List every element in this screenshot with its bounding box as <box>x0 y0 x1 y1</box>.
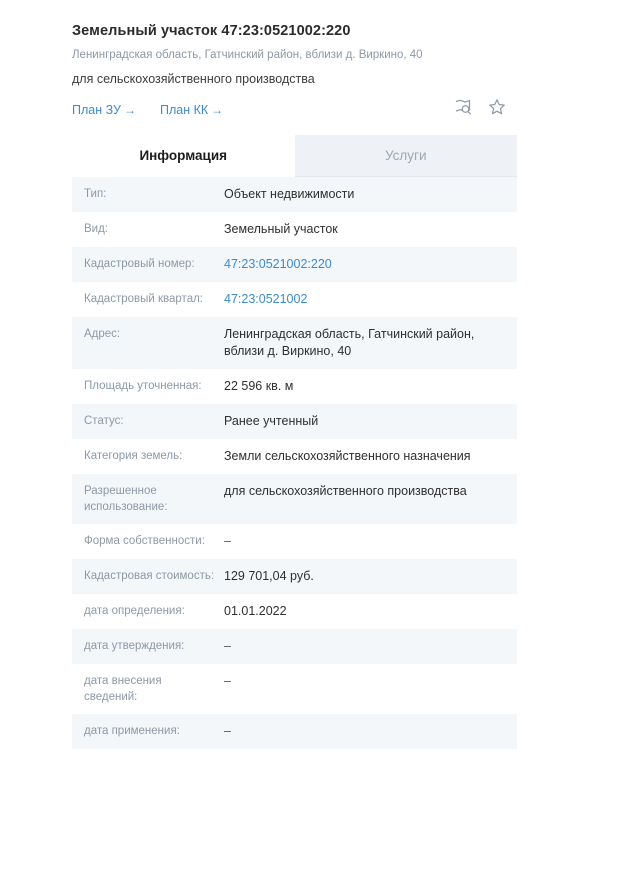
row-label: Кадастровая стоимость: <box>84 570 215 582</box>
cadastral-quarter-value[interactable]: 47:23:0521002 <box>224 292 308 306</box>
row-label: Разрешенное использование: <box>84 485 168 513</box>
row-value: Ленинградская область, Гатчинский район, вблизи д. Виркино, 40 <box>224 327 475 358</box>
table-row <box>72 664 517 714</box>
row-value: 01.01.2022 <box>224 604 287 618</box>
row-value: Ранее учтенный <box>224 414 319 428</box>
row-value: 129 701,04 руб. <box>224 569 314 583</box>
table-row <box>72 404 517 439</box>
table-row <box>72 559 517 594</box>
table-row <box>72 714 517 749</box>
table-row <box>72 594 517 629</box>
row-value: 22 596 кв. м <box>224 379 294 393</box>
row-label: Статус: <box>84 415 124 427</box>
table-row <box>72 247 517 282</box>
plan-kk-link-label: План КК <box>159 103 209 117</box>
table-row <box>72 629 517 664</box>
row-label: Форма собственности: <box>84 535 205 547</box>
row-value: – <box>224 534 231 548</box>
row-label: Кадастровый номер: <box>84 258 195 270</box>
card-content <box>72 0 517 749</box>
page-left-margin <box>0 0 3 880</box>
tab-uslugi[interactable]: Услуги <box>295 135 518 177</box>
table-row <box>72 474 517 524</box>
row-value: – <box>224 724 231 738</box>
page-title: Земельный участок 47:23:0521002:220 <box>72 23 351 39</box>
plan-kk-arrow-icon: → <box>211 103 224 117</box>
row-label: дата применения: <box>84 725 180 737</box>
table-row <box>72 177 517 212</box>
row-value: Объект недвижимости <box>224 187 355 201</box>
row-value: – <box>224 674 231 688</box>
row-value: Земли сельскохозяйственного назначения <box>224 449 471 463</box>
info-table <box>72 177 517 749</box>
table-row <box>72 317 517 369</box>
plan-zu-arrow-icon: → <box>123 103 136 117</box>
plan-zu-link[interactable] <box>72 103 136 117</box>
table-row <box>72 212 517 247</box>
row-label: Кадастровый квартал: <box>84 293 203 305</box>
table-row <box>72 439 517 474</box>
row-label: дата внесения сведений: <box>84 675 162 703</box>
cadastral-number-value[interactable]: 47:23:0521002:220 <box>224 257 332 271</box>
row-label: Тип: <box>84 188 107 200</box>
star-icon[interactable] <box>487 97 507 117</box>
row-value: – <box>224 639 231 653</box>
header-links-row <box>72 99 517 121</box>
address-subtitle: Ленинградская область, Гатчинский район, вблизи д. Виркино, 40 <box>72 49 423 61</box>
tab-informaciya[interactable]: Информация <box>72 135 295 177</box>
row-value: для сельскохозяйственного производства <box>224 484 467 498</box>
plan-kk-link[interactable] <box>160 103 223 117</box>
table-row <box>72 282 517 317</box>
row-value: Земельный участок <box>224 222 338 236</box>
plan-zu-link-label: План ЗУ <box>72 103 121 117</box>
header-icon-group <box>453 97 507 117</box>
row-label: Площадь уточненная: <box>84 380 202 392</box>
row-label: дата определения: <box>84 605 185 617</box>
row-label: Адрес: <box>84 328 121 340</box>
card-tabs <box>72 135 517 177</box>
row-label: Категория земель: <box>84 450 183 462</box>
table-row <box>72 369 517 404</box>
map-search-icon[interactable] <box>453 97 473 117</box>
card-header <box>72 0 517 121</box>
table-row <box>72 524 517 559</box>
row-label: дата утверждения: <box>84 640 185 652</box>
row-label: Вид: <box>84 223 108 235</box>
permitted-use-subtitle: для сельскохозяйственного производства <box>72 72 315 86</box>
